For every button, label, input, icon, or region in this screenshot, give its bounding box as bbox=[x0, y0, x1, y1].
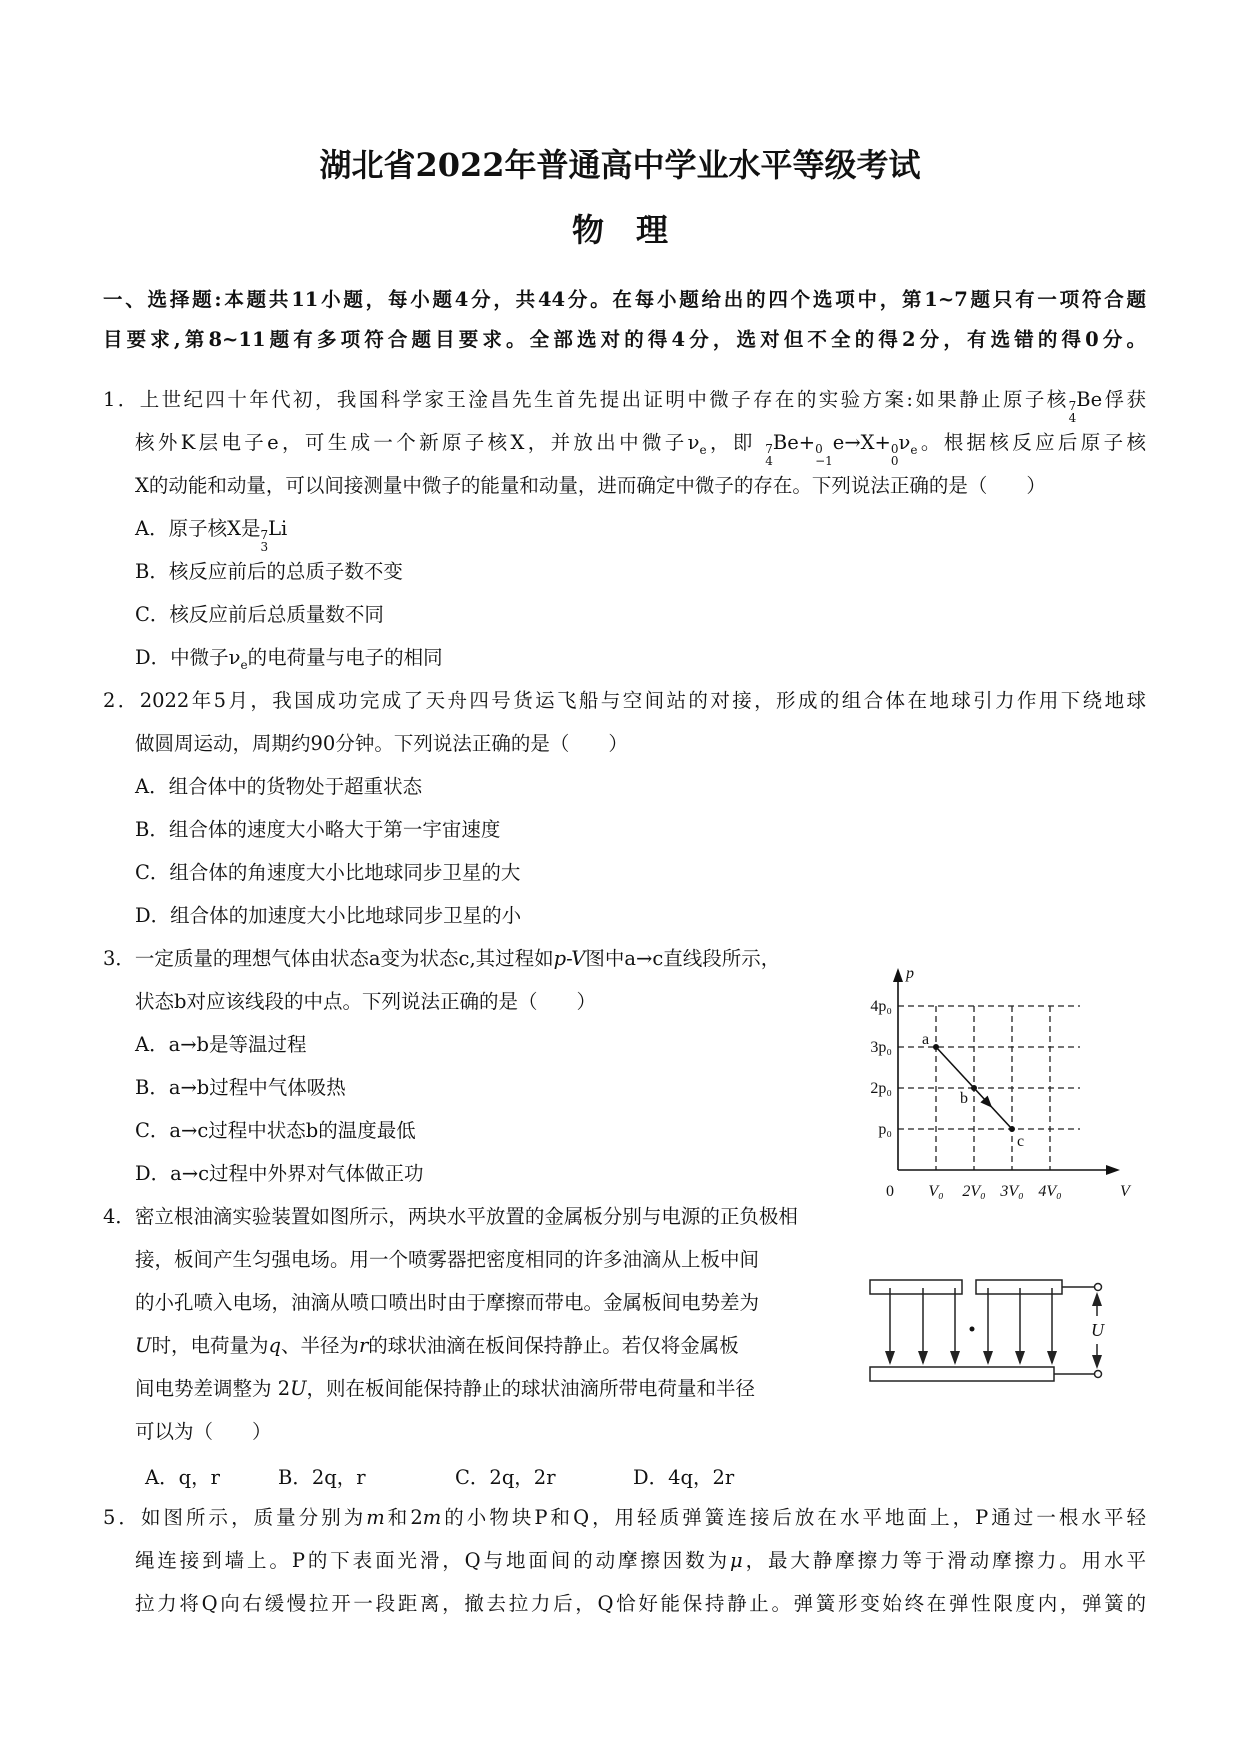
symbol: Be bbox=[772, 431, 799, 454]
q3-line2: 状态b对应该线段的中点。下列说法正确的是（ ） bbox=[135, 990, 596, 1013]
q3-option-d: D．a→c过程中外界对气体做正功 bbox=[135, 1162, 424, 1185]
q3-line1 bbox=[103, 946, 780, 972]
text: 的球状油滴在板间保持静止。若仅将金属板 bbox=[368, 1334, 739, 1357]
field-arrowheads bbox=[885, 1292, 1102, 1369]
charge: 4 bbox=[1068, 411, 1077, 425]
v-axis-label: V bbox=[1120, 1183, 1130, 1200]
q3-option-b: B．a→b过程中气体吸热 bbox=[135, 1076, 346, 1099]
text: m bbox=[366, 1506, 385, 1529]
text: 核外K层电子e，可生成一个新原子核X，并放出中微子ν bbox=[135, 431, 700, 454]
q4-option-c: C．2q，2r bbox=[455, 1466, 556, 1489]
mass: 7 bbox=[765, 442, 773, 456]
point-a-label: a bbox=[922, 1031, 930, 1048]
q1-option-c: C．核反应前后总质量数不同 bbox=[135, 603, 384, 626]
p-v-graph bbox=[870, 960, 1160, 1210]
subject-title: 物 理 bbox=[571, 211, 668, 249]
q1-option-b: B．核反应前后的总质子数不变 bbox=[135, 560, 403, 583]
charge: −1 bbox=[815, 454, 833, 468]
mass: 0 bbox=[890, 442, 899, 456]
x-tick: 4V₀ bbox=[1038, 1183, 1062, 1200]
q2-option-c: C．组合体的角速度大小比地球同步卫星的大 bbox=[135, 861, 521, 884]
p-axis-label: p bbox=[906, 965, 914, 982]
sub: e bbox=[240, 657, 248, 672]
v-axis-arrow-icon bbox=[1106, 1165, 1120, 1175]
text: q bbox=[268, 1334, 281, 1357]
y-tick: 2p₀ bbox=[870, 1080, 892, 1097]
text: 。根据核反应后原子核 bbox=[917, 431, 1146, 454]
text: 间电势差调整为 2 bbox=[135, 1377, 291, 1400]
sub: e bbox=[910, 442, 918, 457]
point-b bbox=[971, 1085, 977, 1091]
symbol: e bbox=[832, 431, 845, 454]
q4-line1: 4．密立根油滴实验装置如图所示，两块水平放置的金属板分别与电源的正负极相 bbox=[103, 1205, 798, 1228]
text: A．原子核X是 bbox=[135, 517, 261, 540]
symbol: ν bbox=[898, 431, 911, 454]
symbol: Li bbox=[268, 517, 288, 540]
q4-line2: 接，板间产生匀强电场。用一个喷雾器把密度相同的许多油滴从上板中间 bbox=[135, 1248, 760, 1271]
q1-line2 bbox=[135, 430, 1146, 467]
q4-line5 bbox=[135, 1376, 755, 1402]
text: 1．上世纪四十年代初，我国科学家王淦昌先生首先提出证明中微子存在的实验方案:如果静止原子核 bbox=[103, 388, 1069, 411]
text: 俘获 bbox=[1102, 388, 1146, 411]
q4-option-a: A．q，r bbox=[145, 1466, 220, 1489]
lower-plate bbox=[870, 1367, 1054, 1381]
nuclide-be bbox=[765, 430, 799, 467]
q2-option-b: B．组合体的速度大小略大于第一宇宙速度 bbox=[135, 818, 501, 841]
section-instructions-line2: 目要求,第8~11题有多项符合题目要求。全部选对的得4分，选对但不全的得2分，有选错的得0分。 bbox=[103, 328, 1146, 351]
charge: 4 bbox=[765, 454, 773, 468]
text: 的小物块P和Q，用轻质弹簧连接后放在水平地面上，P通过一根水平轻 bbox=[441, 1506, 1146, 1529]
text: ，最大静摩擦力等于滑动摩擦力。用水平 bbox=[742, 1549, 1146, 1572]
q4-line6: 可以为（ ） bbox=[135, 1420, 272, 1443]
text: 绳连接到墙上。P的下表面光滑，Q与地面间的动摩擦因数为 bbox=[135, 1549, 731, 1572]
text: r bbox=[358, 1334, 369, 1357]
charge: 0 bbox=[890, 454, 899, 468]
text: →X+ bbox=[844, 431, 891, 454]
text: + bbox=[798, 431, 816, 454]
q4-line4 bbox=[135, 1333, 739, 1359]
field-lines bbox=[890, 1288, 1052, 1363]
text: 的电荷量与电子的相同 bbox=[247, 646, 443, 669]
q3-option-a: A．a→b是等温过程 bbox=[135, 1033, 307, 1056]
point-a bbox=[933, 1044, 939, 1050]
origin-label: 0 bbox=[886, 1183, 894, 1200]
q1-line3: X的动能和动量，可以间接测量中微子的能量和动量，进而确定中微子的存在。下列说法正确的是（ ） bbox=[135, 474, 1046, 497]
text: ，即 bbox=[706, 431, 756, 454]
q1-option-a bbox=[135, 516, 287, 553]
exam-title: 湖北省2022年普通高中学业水平等级考试 bbox=[319, 146, 921, 184]
x-tick: 3V₀ bbox=[1000, 1183, 1024, 1200]
nuclide-neutrino bbox=[891, 430, 911, 467]
q3-option-c: C．a→c过程中状态b的温度最低 bbox=[135, 1119, 416, 1142]
y-tick: p₀ bbox=[878, 1121, 892, 1138]
mass: 7 bbox=[260, 528, 269, 542]
y-tick: 4p₀ bbox=[870, 998, 892, 1015]
nuclide-be bbox=[1069, 387, 1103, 424]
text: μ bbox=[730, 1549, 743, 1572]
nuclide-li bbox=[260, 516, 287, 553]
q1-line1 bbox=[103, 387, 1146, 424]
text: 、半径为 bbox=[280, 1334, 359, 1357]
q5-line3: 拉力将Q向右缓慢拉开一段距离，撤去拉力后，Q恰好能保持静止。弹簧形变始终在弹性限度内，弹簧的 bbox=[135, 1592, 1146, 1615]
voltage-label: U bbox=[1091, 1320, 1104, 1340]
text: D．中微子ν bbox=[135, 646, 241, 669]
nuclide-electron bbox=[815, 430, 844, 467]
text: U bbox=[135, 1334, 152, 1357]
q4-line3: 的小孔喷入电场，油滴从喷口喷出时由于摩擦而带电。金属板间电势差为 bbox=[135, 1291, 760, 1314]
upper-plate-right bbox=[976, 1280, 1062, 1294]
y-tick: 3p₀ bbox=[870, 1039, 892, 1056]
point-c bbox=[1009, 1126, 1015, 1132]
q2-line2: 做圆周运动，周期约90分钟。下列说法正确的是（ ） bbox=[135, 732, 628, 755]
x-tick: 2V₀ bbox=[962, 1183, 986, 1200]
q2-line1: 2．2022年5月，我国成功完成了天舟四号货运飞船与空间站的对接，形成的组合体在地球引力作用下绕地球 bbox=[103, 689, 1146, 712]
charge: 3 bbox=[260, 540, 269, 554]
q4-option-b: B．2q，r bbox=[278, 1466, 366, 1489]
text: 3．一定质量的理想气体由状态a变为状态c,其过程如 bbox=[103, 947, 554, 970]
q4-option-d: D．4q，2r bbox=[633, 1466, 735, 1489]
text: m bbox=[422, 1506, 442, 1529]
text: 和2 bbox=[384, 1506, 423, 1529]
millikan-apparatus-figure bbox=[868, 1268, 1108, 1388]
section-instructions-line1: 一、选择题:本题共11小题，每小题4分，共44分。在每小题给出的四个选项中，第1~7题只有一项符合题 bbox=[103, 288, 1146, 311]
upper-plate-left bbox=[870, 1280, 962, 1294]
x-tick: V₀ bbox=[928, 1183, 944, 1200]
q5-line2 bbox=[135, 1548, 1146, 1574]
text: 时，电荷量为 bbox=[151, 1334, 269, 1357]
point-b-label: b bbox=[960, 1090, 968, 1107]
q1-option-d bbox=[135, 645, 443, 678]
text: U bbox=[290, 1377, 307, 1400]
mass: 0 bbox=[815, 442, 823, 456]
text: p-V bbox=[553, 947, 586, 970]
q5-line1 bbox=[103, 1505, 1146, 1531]
text: 5．如图所示，质量分别为 bbox=[103, 1506, 367, 1529]
symbol: Be bbox=[1076, 388, 1103, 411]
q2-option-a: A．组合体中的货物处于超重状态 bbox=[135, 775, 423, 798]
q2-option-d: D．组合体的加速度大小比地球同步卫星的小 bbox=[135, 904, 522, 927]
point-c-label: c bbox=[1017, 1133, 1025, 1150]
p-axis-arrow-icon bbox=[893, 968, 903, 982]
sub: e bbox=[699, 442, 707, 457]
oil-drop bbox=[970, 1327, 975, 1332]
mass: 7 bbox=[1068, 399, 1077, 413]
text: 图中a→c直线段所示， bbox=[585, 947, 781, 970]
text: ，则在板间能保持静止的球状油滴所带电荷量和半径 bbox=[306, 1377, 756, 1400]
